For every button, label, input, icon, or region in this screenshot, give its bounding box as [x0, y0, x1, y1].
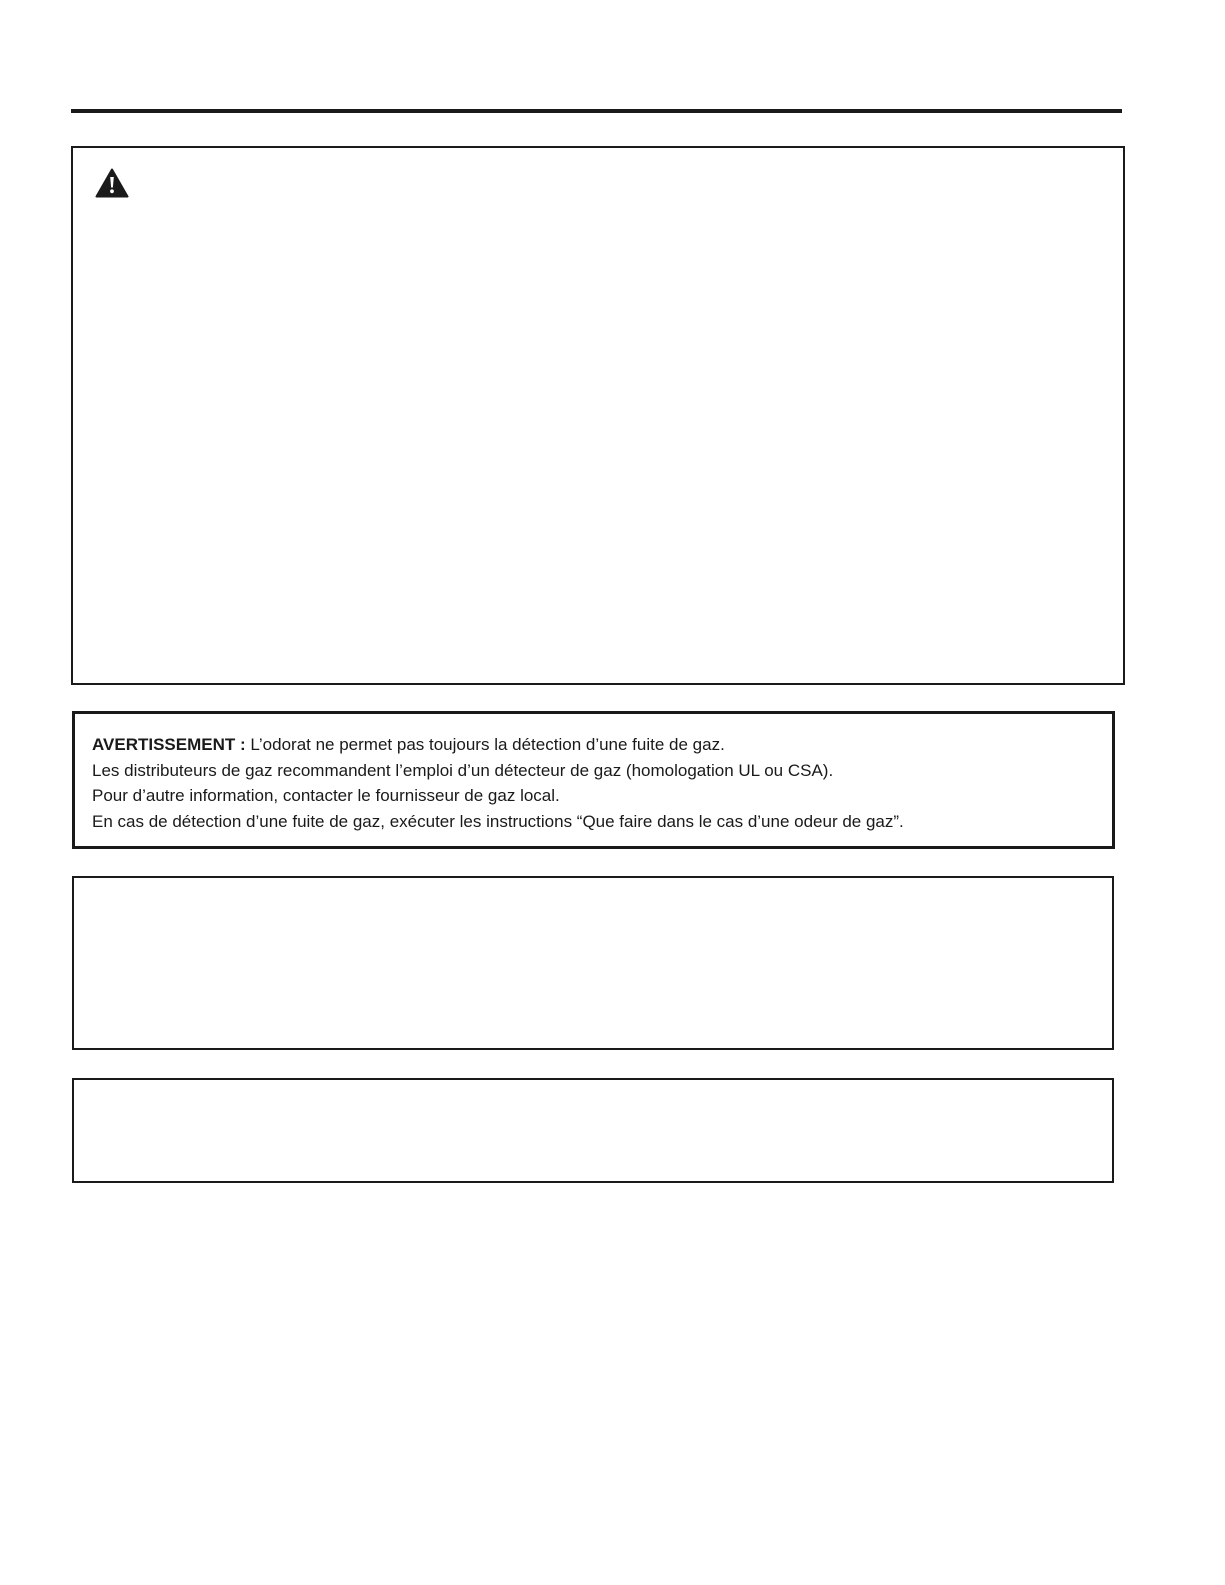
warning-triangle-icon — [95, 168, 129, 198]
safety-notice-box — [71, 146, 1125, 685]
gas-warning-line-1 — [92, 732, 1112, 758]
header-rule — [71, 109, 1122, 113]
notice-box-empty-1 — [72, 876, 1114, 1050]
notice-box-empty-2 — [72, 1078, 1114, 1183]
gas-warning-heading: AVERTISSEMENT : — [92, 735, 246, 754]
gas-warning-box — [72, 711, 1115, 849]
gas-warning-line-4: En cas de détection d’une fuite de gaz, exécuter les instructions “Que faire dans le cas d’une odeur de gaz”. — [92, 811, 904, 831]
gas-warning-text-1: L’odorat ne permet pas toujours la détection d’une fuite de gaz. — [250, 735, 725, 754]
gas-warning-line-2: Les distributeurs de gaz recommandent l’emploi d’un détecteur de gaz (homologation UL ou CSA). — [92, 760, 834, 780]
gas-warning-line-3: Pour d’autre information, contacter le fournisseur de gaz local. — [92, 786, 560, 805]
